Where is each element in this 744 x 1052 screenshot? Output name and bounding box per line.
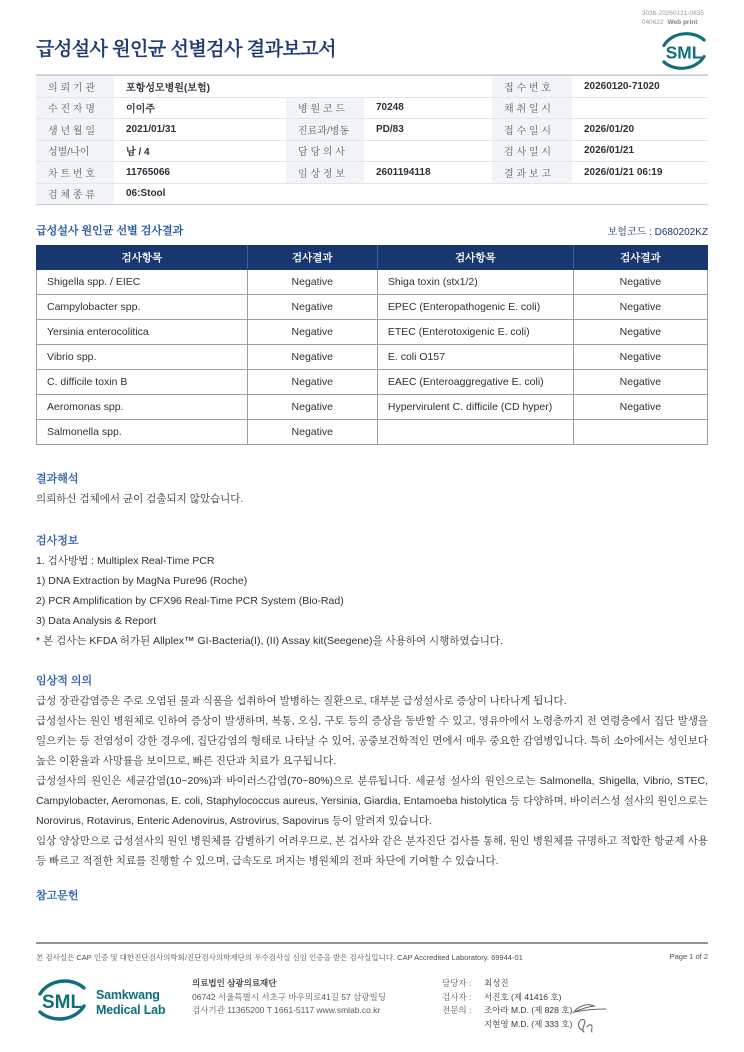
test-item-cell: Shigella spp. / EIEC bbox=[37, 270, 248, 295]
footer-brand bbox=[36, 977, 192, 1028]
result-table-row bbox=[37, 320, 708, 345]
org-address: 06742 서울특별시 서초구 바우뫼로41길 57 삼광빌딩 bbox=[192, 991, 386, 1002]
clinical-significance-section bbox=[36, 672, 708, 871]
patient-info-value: 남 / 4 bbox=[114, 140, 286, 162]
clinical-paragraphs bbox=[36, 691, 708, 871]
result-section-header bbox=[36, 222, 708, 238]
test-result-cell: Negative bbox=[247, 370, 377, 395]
test-info-title: 검사정보 bbox=[36, 535, 79, 547]
staff-row: 지현영 M.D. (제 333 호) bbox=[484, 1018, 573, 1029]
test-result-cell: Negative bbox=[247, 420, 377, 445]
test-result-cell bbox=[573, 420, 707, 445]
test-item-cell bbox=[377, 420, 573, 445]
patient-info-row bbox=[36, 162, 708, 184]
patient-info-row bbox=[36, 183, 708, 205]
patient-info-row bbox=[36, 119, 708, 141]
test-result-cell: Negative bbox=[247, 295, 377, 320]
patient-info-label: 접 수 일 시 bbox=[492, 119, 572, 141]
patient-info-label: 검 사 일 시 bbox=[492, 140, 572, 162]
test-item-cell: Aeromonas spp. bbox=[37, 395, 248, 420]
patient-info-value: 2021/01/31 bbox=[114, 119, 286, 141]
test-result-cell: Negative bbox=[573, 370, 707, 395]
patient-info-value bbox=[572, 97, 708, 119]
test-item-cell: Vibrio spp. bbox=[37, 345, 248, 370]
test-info-line: 3) Data Analysis & Report bbox=[36, 615, 157, 627]
sml-footer-logo-icon bbox=[36, 977, 88, 1028]
footer-bottom-block bbox=[36, 977, 708, 1031]
staff-row: 담당자 : 최성진 bbox=[442, 978, 509, 988]
test-info-line: 1. 검사방법 : Multiplex Real-Time PCR bbox=[36, 555, 215, 567]
result-table-header-row bbox=[37, 246, 708, 270]
patient-info-row bbox=[36, 76, 708, 98]
clinical-paragraph: 급성설사는 원인 병원체로 인하여 증상이 발생하며, 복통, 오심, 구토 등의 증상을 동반할 수 있고, 영유아에서 노령층까지 전 연령층에서 집단 발생을 일으키는 등 전염성이 강한 경우에, 집단감염의 형태로 나타날 수 있어, 공중보건학적인 면에서 매우 중요한 감염병입니다. 특히 소아에서는 성인보다 높은 이환율과 사망률을 보이므로, 빠른 진단과 치료가 요구됩니다. bbox=[36, 715, 708, 767]
interpretation-title: 결과해석 bbox=[36, 473, 79, 485]
patient-info-value: 2601194118 bbox=[364, 162, 492, 184]
patient-info-value: 70248 bbox=[364, 97, 492, 119]
patient-info-value: 이이주 bbox=[114, 97, 286, 119]
patient-info-value: 20260120-71020 bbox=[572, 76, 708, 98]
clinical-paragraph: 급성설사의 원인은 세균감염(10~20%)과 바이러스감염(70~80%)으로 분류됩니다. 세균성 설사의 원인으로는 Salmonella, Shigella, Vibrio, STEC, Campylobacter, Aeromonas, E. coli, Staphylococcus aureus, Yersinia, Giardia, Entamoeba histolytica 등 다양하며, 바이러스성 설사의 원인으로는 Norovirus, Rotavirus, Enteric Adenovirus, Astrovirus, Sapovirus 등이 알려져 있습니다. bbox=[36, 775, 708, 827]
result-table-row bbox=[37, 345, 708, 370]
test-item-cell: Campylobacter spp. bbox=[37, 295, 248, 320]
references-title: 참고문헌 bbox=[36, 890, 79, 902]
test-info-lines bbox=[36, 551, 708, 651]
patient-info-value: 포항성모병원(보험) bbox=[114, 76, 492, 98]
test-info-section bbox=[36, 532, 708, 651]
interpretation-section bbox=[36, 470, 708, 509]
test-result-cell: Negative bbox=[573, 395, 707, 420]
staff-info bbox=[442, 977, 572, 1031]
staff-row: 검사자 : 서진호 (제 41416 호) bbox=[442, 991, 562, 1002]
patient-info-row bbox=[36, 97, 708, 119]
patient-info-label: 차 트 번 호 bbox=[36, 162, 114, 184]
test-item-cell: C. difficile toxin B bbox=[37, 370, 248, 395]
brand-wordmark: Samkwang Medical Lab bbox=[96, 987, 166, 1017]
test-item-cell: Shiga toxin (stx1/2) bbox=[377, 270, 573, 295]
result-table-body bbox=[37, 270, 708, 445]
svg-text:SML: SML bbox=[665, 42, 703, 63]
patient-info-label: 수 진 자 명 bbox=[36, 97, 114, 119]
patient-info-label: 병 원 코 드 bbox=[286, 97, 364, 119]
patient-info-value bbox=[364, 140, 492, 162]
patient-info-label: 담 당 의 사 bbox=[286, 140, 364, 162]
patient-info-label: 채 취 일 시 bbox=[492, 97, 572, 119]
footer-divider bbox=[36, 942, 708, 944]
print-info bbox=[642, 9, 704, 27]
sml-logo-icon bbox=[660, 30, 708, 77]
patient-info-row bbox=[36, 140, 708, 162]
patient-info-label: 임 상 정 보 bbox=[286, 162, 364, 184]
page-title: 급성설사 원인균 선별검사 결과보고서 bbox=[36, 39, 337, 60]
patient-info-value: 2026/01/20 bbox=[572, 119, 708, 141]
result-table-header-cell: 검사항목 bbox=[377, 246, 573, 270]
test-result-cell: Negative bbox=[573, 295, 707, 320]
references-section bbox=[36, 887, 708, 903]
org-name: 의료법인 삼광의료재단 bbox=[192, 978, 277, 988]
print-info-line1: 3036-20260121-0835 bbox=[641, 10, 704, 17]
clinical-paragraph: 급성 장관감염증은 주로 오염된 물과 식품을 섭취하여 발병하는 질환으로, 대부분 급성설사로 증상이 나타나게 됩니다. bbox=[36, 695, 567, 707]
result-table-row bbox=[37, 270, 708, 295]
result-table-row bbox=[37, 420, 708, 445]
patient-info-value: 11765066 bbox=[114, 162, 286, 184]
patient-info-body bbox=[36, 76, 708, 205]
clinical-paragraph: 임상 양상만으로 급성설사의 원인 병원체를 감별하기 어려우므로, 본 검사와 같은 분자진단 검사를 통해, 원인 병원체를 규명하고 적합한 항균제 사용 등 빠르고 적절한 치료를 진행할 수 있으며, 급속도로 퍼지는 병원체의 전파 차단에 기여할 수 있습니다. bbox=[36, 835, 708, 867]
page-footer bbox=[36, 942, 708, 1052]
result-table-row bbox=[37, 295, 708, 320]
patient-info-value: 2026/01/21 bbox=[572, 140, 708, 162]
patient-info-label: 의 뢰 기 관 bbox=[36, 76, 114, 98]
test-item-cell: ETEC (Enterotoxigenic E. coli) bbox=[377, 320, 573, 345]
patient-info-label: 진료과/병동 bbox=[286, 119, 364, 141]
result-table-row bbox=[37, 370, 708, 395]
accreditation-note: 본 검사실은 CAP 인증 및 대한진단검사의학회/진단검사의학재단의 우수검사실 신임 인증을 받은 검사실입니다. CAP Accredited Laboratory. 69944-01 bbox=[36, 953, 523, 962]
svg-text:SML: SML bbox=[41, 992, 83, 1013]
patient-info-label: 접 수 번 호 bbox=[492, 76, 572, 98]
test-info-line: * 본 검사는 KFDA 허가된 Allplex™ GI-Bacteria(I), (II) Assay kit(Seegene)을 사용하여 시행하였습니다. bbox=[36, 635, 503, 647]
clinical-title: 임상적 의의 bbox=[36, 675, 93, 687]
patient-info-table bbox=[36, 75, 708, 205]
test-item-cell: Yersinia enterocolitica bbox=[37, 320, 248, 345]
insurance-code: 보험코드 : D680202KZ bbox=[607, 227, 708, 238]
result-table-header-cell: 검사항목 bbox=[37, 246, 248, 270]
patient-info-value: 06:Stool bbox=[126, 188, 166, 200]
test-result-cell: Negative bbox=[573, 320, 707, 345]
patient-info-label: 결 과 보 고 bbox=[492, 162, 572, 184]
doctor-signature-2 bbox=[574, 1017, 600, 1040]
test-result-cell: Negative bbox=[573, 270, 707, 295]
test-item-cell: EPEC (Enteropathogenic E. coli) bbox=[377, 295, 573, 320]
test-item-cell: Salmonella spp. bbox=[37, 420, 248, 445]
patient-info-label: 검 체 종 류 bbox=[36, 183, 114, 205]
staff-row: 전문의 : 조아라 M.D. (제 828 호) bbox=[442, 1005, 573, 1015]
test-result-cell: Negative bbox=[247, 320, 377, 345]
test-item-cell: EAEC (Enteroaggregative E. coli) bbox=[377, 370, 573, 395]
org-info bbox=[192, 977, 424, 1018]
result-table-row bbox=[37, 395, 708, 420]
result-table bbox=[36, 245, 708, 445]
patient-info-label: 성별/나이 bbox=[36, 140, 114, 162]
test-result-cell: Negative bbox=[247, 270, 377, 295]
result-section-title: 급성설사 원인균 선별 검사결과 bbox=[36, 225, 184, 237]
patient-info-value: PD/83 bbox=[364, 119, 492, 141]
org-contact: 검사기관 11365200 T 1661-5117 www.smlab.co.kr bbox=[192, 1005, 381, 1015]
result-table-header-cell: 검사결과 bbox=[247, 246, 377, 270]
interpretation-body: 의뢰하신 검체에서 균이 검출되지 않았습니다. bbox=[36, 493, 244, 505]
test-result-cell: Negative bbox=[247, 395, 377, 420]
test-info-line: 2) PCR Amplification by CFX96 Real-Time PCR System (Bio-Rad) bbox=[36, 595, 344, 607]
page-number: Page 1 of 2 bbox=[669, 952, 708, 961]
patient-info-value: 2026/01/21 06:19 bbox=[572, 162, 708, 184]
web-print-label: Web print bbox=[667, 19, 698, 26]
test-result-cell: Negative bbox=[573, 345, 707, 370]
result-table-header-cell: 검사결과 bbox=[573, 246, 707, 270]
patient-info-label: 생 년 월 일 bbox=[36, 119, 114, 141]
accreditation-row bbox=[36, 952, 708, 963]
test-item-cell: E. coli O157 bbox=[377, 345, 573, 370]
print-info-line2: 040622 Web print bbox=[641, 19, 698, 26]
test-result-cell: Negative bbox=[247, 345, 377, 370]
test-info-line: 1) DNA Extraction by MagNa Pure96 (Roche) bbox=[36, 575, 248, 587]
test-item-cell: Hypervirulent C. difficile (CD hyper) bbox=[377, 395, 573, 420]
